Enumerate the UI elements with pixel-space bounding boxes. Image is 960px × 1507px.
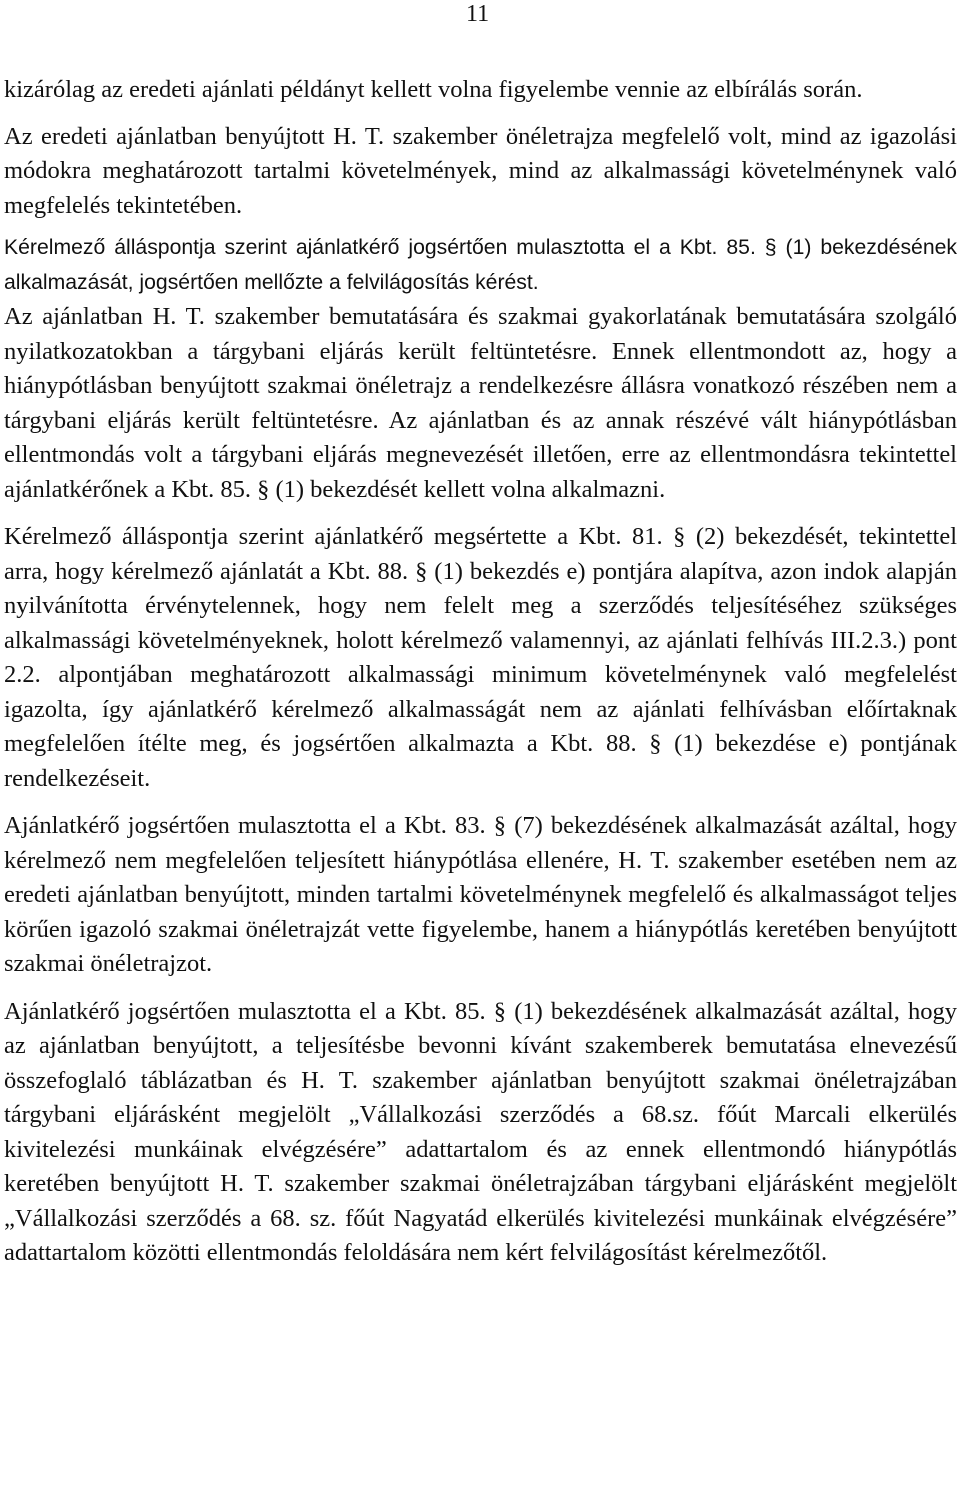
paragraph: Az eredeti ajánlatban benyújtott H. T. szakember önéletrajza megfelelő volt, mind az igazolási módokra meghatározott tartalmi követelmények, mind az alkalmassági követelménynek való megfelelés tekintetében. bbox=[4, 122, 957, 219]
page-number: 11 bbox=[466, 1, 490, 27]
paragraph: Ajánlatkérő jogsértően mulasztotta el a Kbt. 83. § (7) bekezdésének alkalmazását azáltal, hogy kérelmező nem megfelelően teljesített hiánypótlása ellenére, H. T. szakember esetében nem az eredeti ajánlatban benyújtott, minden tartalmi követelménynek megfelelő és alkalmasságot teljes körűen igazoló szakmai önéletrajzát vette figyelembe, hanem a hiánypótlás keretében benyújtott szakmai önéletrajzot. bbox=[4, 812, 957, 977]
paragraph: Kérelmező álláspontja szerint ajánlatkérő megsértette a Kbt. 81. § (2) bekezdését, tekintettel arra, hogy kérelmező ajánlatát a Kbt. 88. § (1) bekezdés e) pontjára alapítva, azon indok alapján nyilvánította érvénytelennek, hogy nem felelt meg a szerződés teljesítéséhez szükséges alkalmassági követelményeknek, holott kérelmező valamennyi, az ajánlati felhívás III.2.3.) pont 2.2. alpontjában meghatározott alkalmassági minimum követelménynek való megfelelést igazolta, így ajánlatkérő kérelmező alkalmasságát nem az ajánlati felhívásban előírtaknak megfelelően ítélte meg, és jogsértően alkalmazta a Kbt. 88. § (1) bekezdése e) pontjának rendelkezéseit. bbox=[4, 523, 957, 792]
document-body bbox=[4, 73, 957, 1279]
paragraph: Az ajánlatban H. T. szakember bemutatására és szakmai gyakorlatának bemutatására szolgáló nyilatkozatokban a tárgybani eljárás került feltüntetésre. Ennek ellentmondott az, hogy a hiánypótlásban benyújtott szakmai önéletrajz a rendelkezésre állásra vonatkozó részében nem a tárgybani eljárás került feltüntetésre. Az ajánlatban és az annak részévé vált hiánypótlásban ellentmondás volt a tárgybani eljárás megnevezését illetően, erre az ellentmondásra tekintettel ajánlatkérőnek a Kbt. 85. § (1) bekezdését kellett volna alkalmazni. bbox=[4, 303, 957, 503]
paragraph: Ajánlatkérő jogsértően mulasztotta el a Kbt. 85. § (1) bekezdésének alkalmazását azáltal, hogy az ajánlatban benyújtott, a teljesítésbe bevonni kívánt szakemberek bemutatása elnevezésű összefoglaló táblázatban és H. T. szakember ajánlatban benyújtott szakmai önéletrajzában tárgybani eljárásként megjelölt „Vállalkozási szerződés a 68.sz. főút Marcali elkerülés kivitelezési munkáinak elvégzésére” adattartalom és az ennek ellentmondó hiánypótlás keretében benyújtott H. T. szakember szakmai önéletrajzában tárgybani eljárásként megjelölt „Vállalkozási szerződés a 68. sz. főút Nagyatád elkerülés kivitelezési munkáinak elvégzésére” adattartalom közötti ellentmondás feloldására nem kért felvilágosítást kérelmezőtől. bbox=[4, 997, 957, 1266]
paragraph: Kérelmező álláspontja szerint ajánlatkérő jogsértően mulasztotta el a Kbt. 85. § (1) bekezdésének alkalmazását, jogsértően mellőzte a felvilágosítás kérést. bbox=[4, 236, 957, 294]
paragraph: kizárólag az eredeti ajánlati példányt kellett volna figyelembe vennie az elbírálás során. bbox=[4, 76, 863, 103]
